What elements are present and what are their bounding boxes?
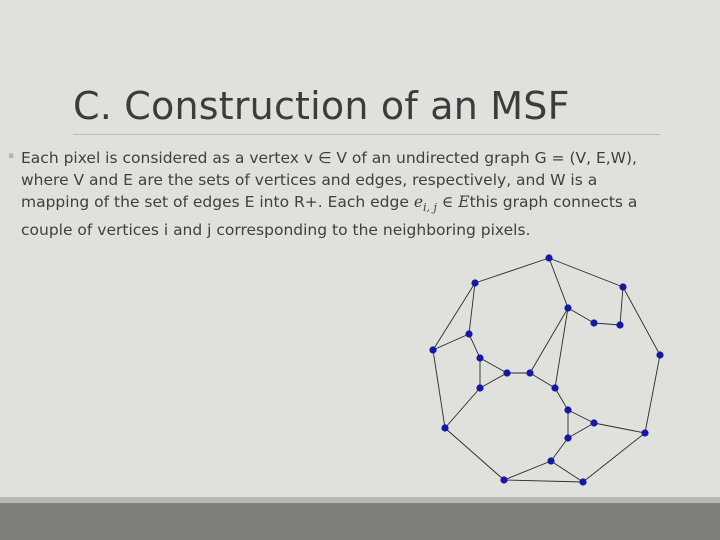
- math-edge-subscript: i, j: [423, 201, 437, 214]
- graph-vertex: [551, 384, 558, 391]
- graph-edges: [433, 258, 660, 482]
- graph-edge: [568, 410, 594, 423]
- graph-edge: [623, 287, 660, 355]
- graph-vertex: [564, 304, 571, 311]
- graph-vertex: [641, 429, 648, 436]
- bullet-text-part1: Each pixel is considered as a vertex v ∈ V of an undirected graph G = (V, E,W), where V and E are the sets of vertices and edges, respectively, and W is a mapping of the set of edges E into R+. Each edge: [21, 149, 637, 211]
- graph-edge: [475, 258, 549, 283]
- graph-vertex: [441, 424, 448, 431]
- footer-bar: [0, 503, 720, 540]
- graph-edge: [568, 423, 594, 438]
- graph-vertex: [500, 476, 507, 483]
- graph-edge: [594, 323, 620, 325]
- graph-edge: [504, 480, 583, 482]
- graph-edge: [620, 287, 623, 325]
- graph-edge: [551, 461, 583, 482]
- graph-vertex: [476, 384, 483, 391]
- graph-vertex: [547, 457, 554, 464]
- graph-vertex: [590, 319, 597, 326]
- graph-edge: [433, 283, 475, 350]
- graph-edge: [445, 428, 504, 480]
- graph-edge: [645, 355, 660, 433]
- graph-edge: [555, 388, 568, 410]
- graph-edge: [583, 433, 645, 482]
- graph-vertices: [429, 254, 663, 485]
- graph-vertex: [545, 254, 552, 261]
- graph-edge: [480, 358, 507, 373]
- bullet-text-part2: this graph connects a couple of vertices i and j corresponding to the neighboring pixels.: [21, 193, 638, 239]
- graph-edge: [433, 350, 445, 428]
- graph-edge: [530, 373, 555, 388]
- graph-edge: [549, 258, 623, 287]
- graph-edge: [480, 373, 507, 388]
- math-edge-letter: e: [413, 193, 424, 211]
- graph-vertex: [619, 283, 626, 290]
- graph-vertex: [471, 279, 478, 286]
- graph-vertex: [656, 351, 663, 358]
- graph-edge: [549, 258, 568, 308]
- graph-edge: [504, 461, 551, 480]
- graph-vertex: [465, 330, 472, 337]
- graph-edge: [469, 334, 480, 358]
- graph-vertex: [590, 419, 597, 426]
- graph-edge: [551, 438, 568, 461]
- graph-edge: [568, 308, 594, 323]
- graph-edge: [445, 388, 480, 428]
- graph-vertex: [503, 369, 510, 376]
- graph-vertex: [476, 354, 483, 361]
- slide-title: C. Construction of an MSF: [73, 84, 570, 128]
- graph-vertex: [564, 406, 571, 413]
- graph-vertex: [616, 321, 623, 328]
- graph-vertex: [579, 478, 586, 485]
- math-edge-membership: ∈ E: [436, 193, 470, 211]
- graph-edge: [594, 423, 645, 433]
- bullet-marker-icon: ▪: [8, 151, 15, 161]
- graph-vertex: [526, 369, 533, 376]
- graph-vertex: [429, 346, 436, 353]
- graph-vertex: [564, 434, 571, 441]
